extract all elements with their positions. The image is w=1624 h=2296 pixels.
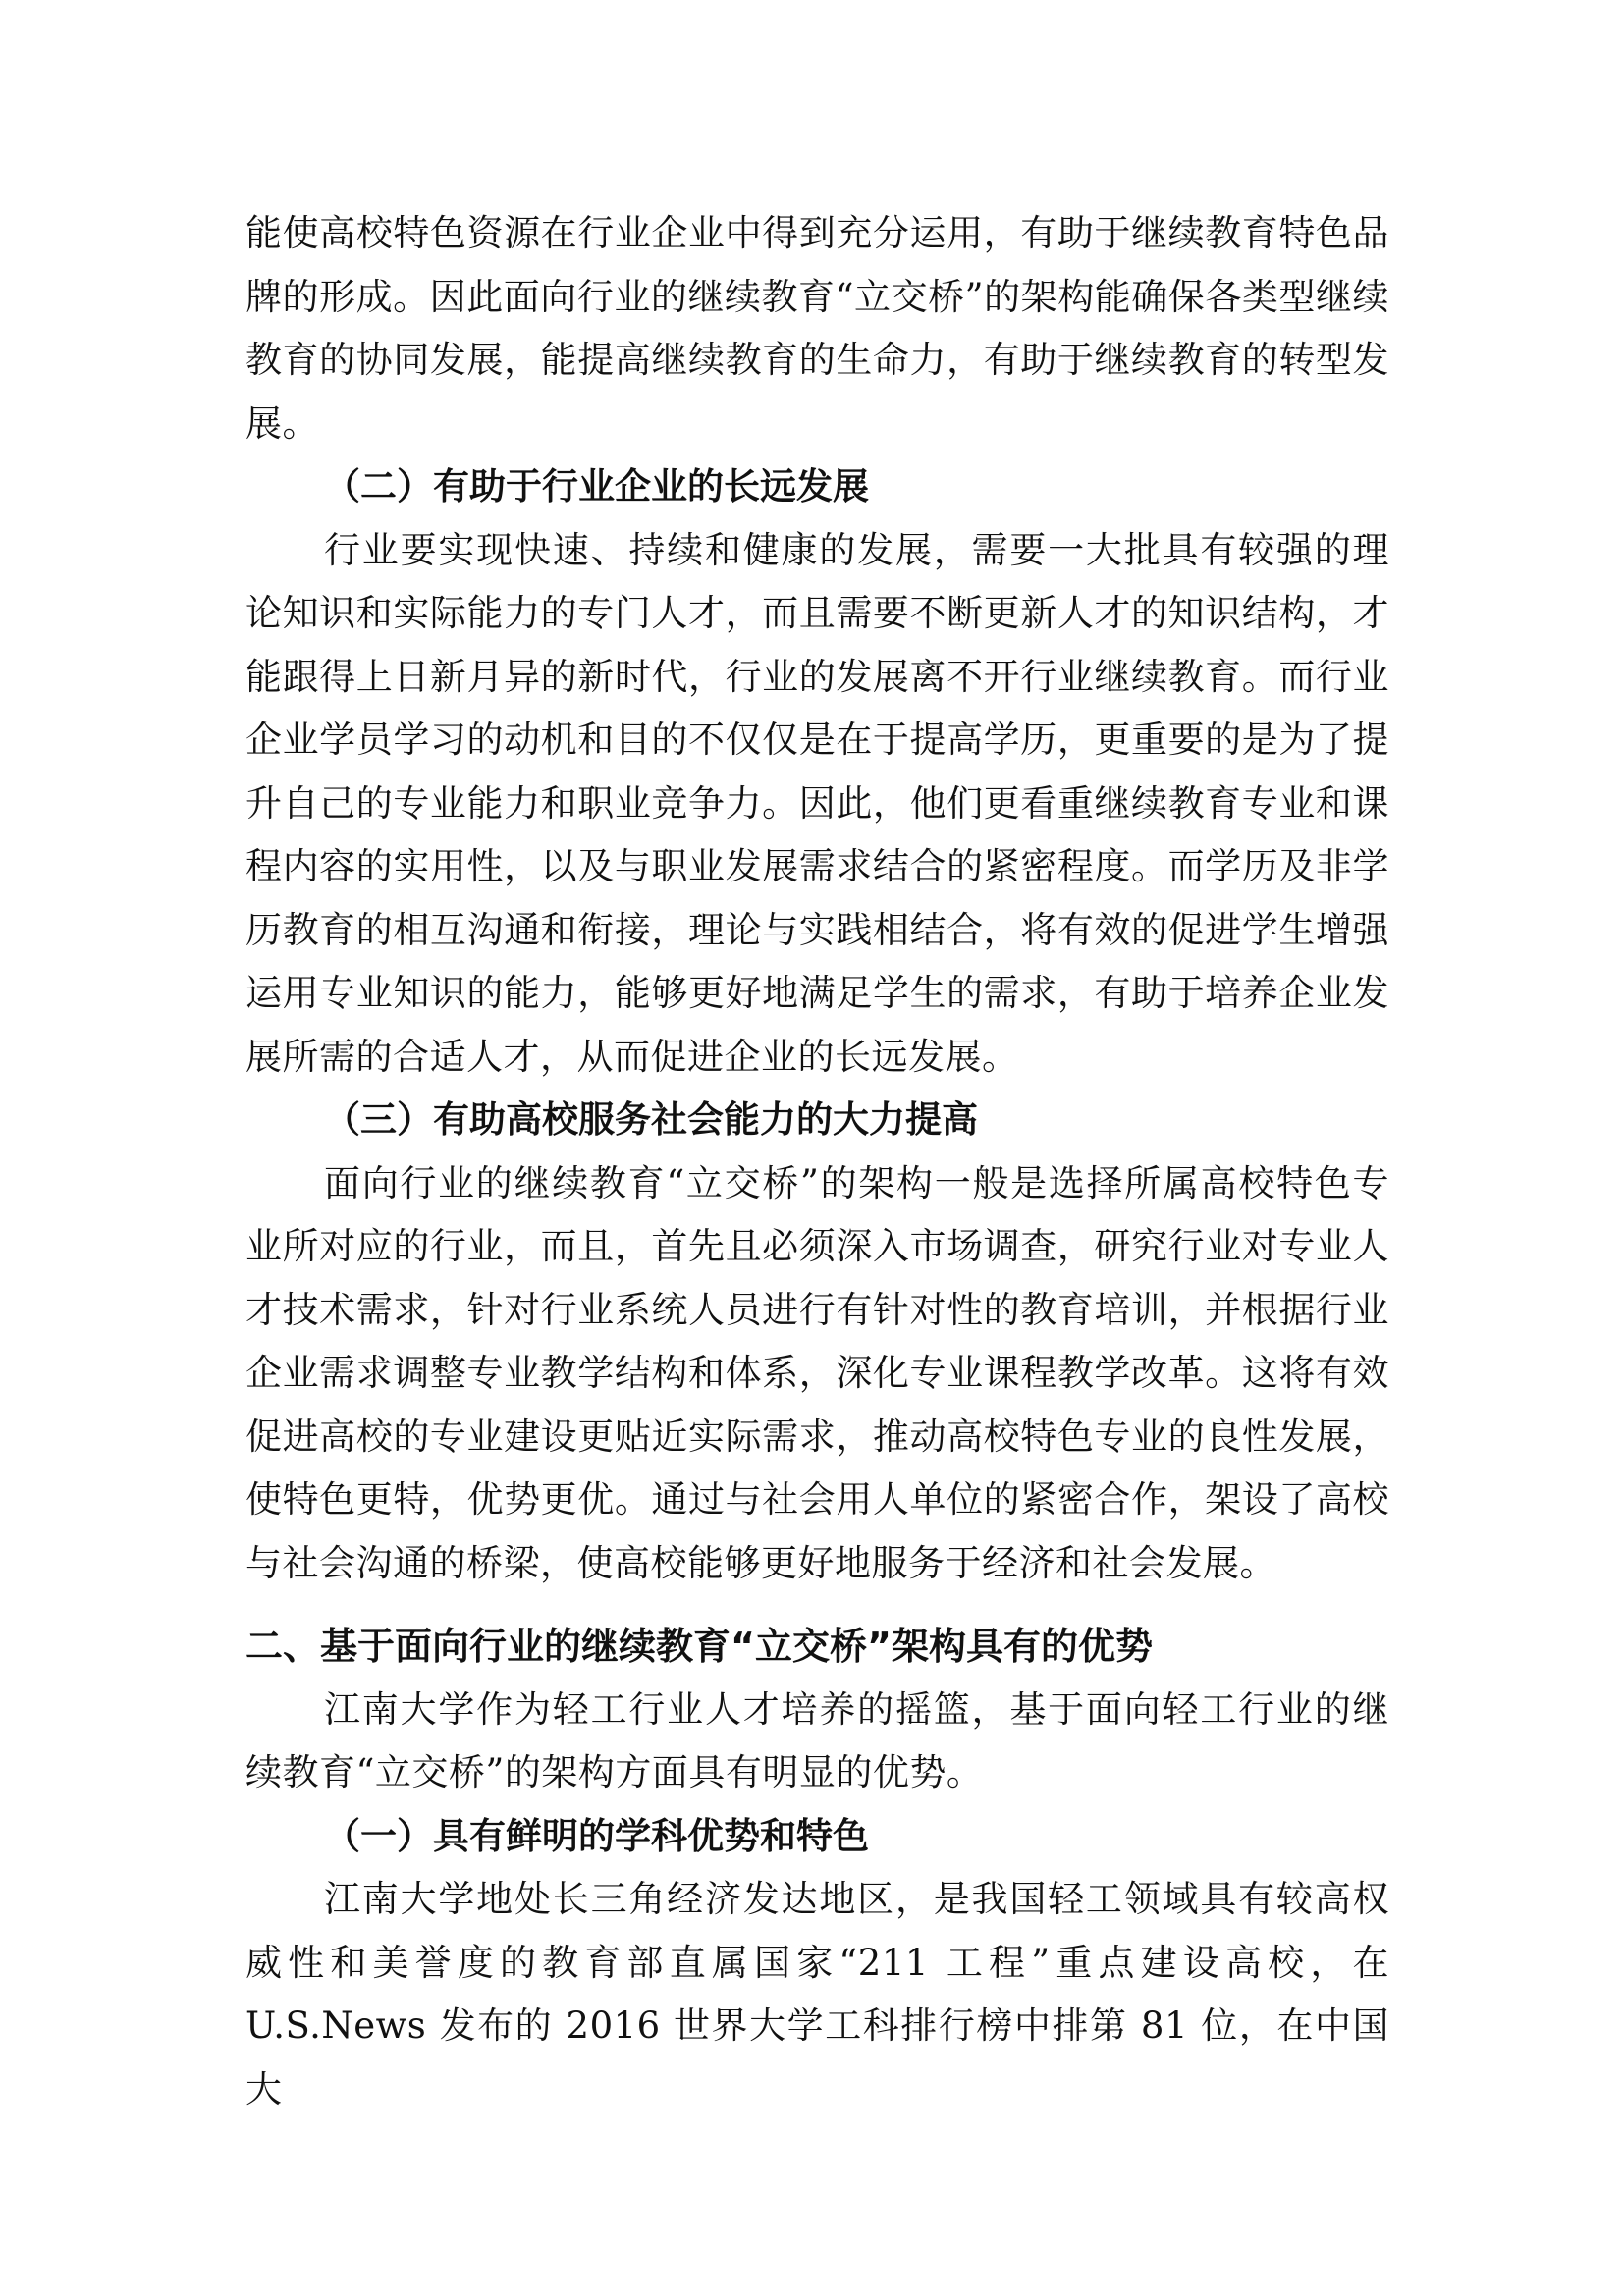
body-paragraph: 行业要实现快速、持续和健康的发展，需要一大批具有较强的理论知识和实际能力的专门人才，而且需要不断更新人才的知识结构，才能跟得上日新月异的新时代，行业的发展离不开行业继续教育。而行业企业学员学习的动机和目的不仅仅是在于提高学历，更重要的是为了提升自己的专业能力和职业竞争力。因此，他们更看重继续教育专业和课程内容的实用性，以及与职业发展需求结合的紧密程度。而学历及非学历教育的相互沟通和衔接，理论与实践相结合，将有效的促进学生增强运用专业知识的能力，能够更好地满足学生的需求，有助于培养企业发展所需的合适人才，从而促进企业的长远发展。 — [245, 528, 1389, 1078]
body-paragraph: 面向行业的继续教育“立交桥”的架构一般是选择所属高校特色专业所对应的行业，而且，首先且必须深入市场调查，研究行业对专业人才技术需求，针对行业系统人员进行有针对性的教育培训，并根据行业企业需求调整专业教学结构和体系，深化专业课程教学改革。这将有效促进高校的专业建设更贴近实际需求，推动高校特色专业的良性发展，使特色更特，优势更优。通过与社会用人单位的紧密合作，架设了高校与社会沟通的桥梁，使高校能够更好地服务于经济和社会发展。 — [245, 1161, 1389, 1584]
section-heading: 二、基于面向行业的继续教育“立交桥”架构具有的优势 — [245, 1625, 1153, 1668]
body-paragraph: 能使高校特色资源在行业企业中得到充分运用，有助于继续教育特色品牌的形成。因此面向行业的继续教育“立交桥”的架构能确保各类型继续教育的协同发展，能提高继续教育的生命力，有助于继续教育的转型发展。 — [245, 212, 1389, 445]
section-subheading: （三）有助高校服务社会能力的大力提高 — [324, 1098, 978, 1141]
body-paragraph: 江南大学地处长三角经济发达地区，是我国轻工领域具有较高权威性和美誉度的教育部直属国家“211 工程”重点建设高校，在U.S.News 发布的 2016 世界大学工科排行榜中排第 81 位，在中国大 — [245, 1878, 1389, 2110]
document-page — [245, 202, 1389, 2121]
section-subheading: （二）有助于行业企业的长远发展 — [324, 465, 869, 507]
section-subheading: （一）具有鲜明的学科优势和特色 — [324, 1814, 869, 1857]
body-paragraph: 江南大学作为轻工行业人才培养的摇篮，基于面向轻工行业的继续教育“立交桥”的架构方面具有明显的优势。 — [245, 1687, 1389, 1793]
